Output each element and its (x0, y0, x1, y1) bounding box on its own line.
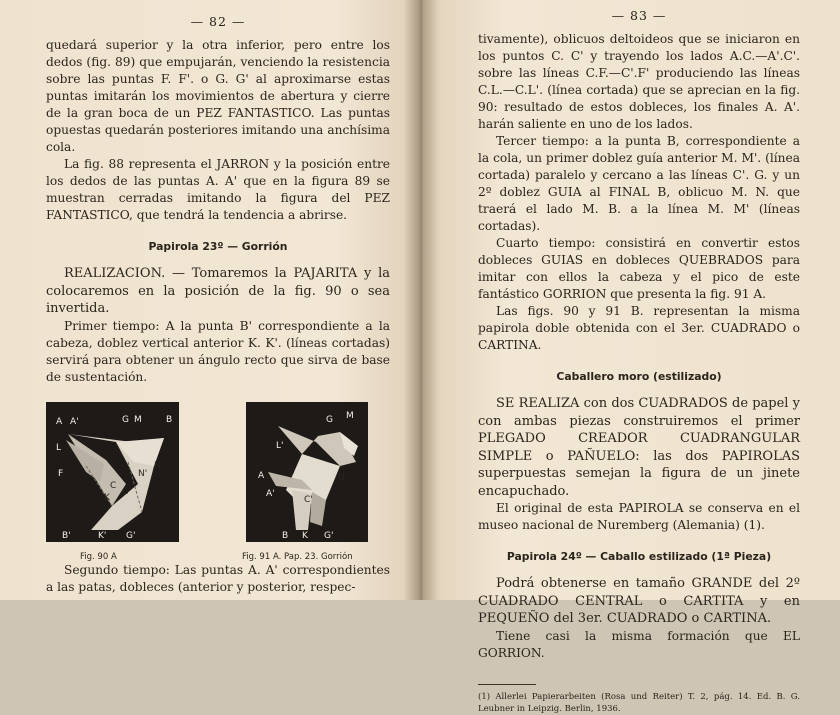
fig-label: B (282, 530, 289, 541)
section-heading-caballo: Papirola 24º — Caballo estilizado (1ª Pieza) (506, 550, 772, 563)
fig-label: M (346, 410, 354, 421)
fig-label: N' (138, 468, 148, 479)
fig-label: L (56, 442, 62, 453)
right-page (420, 0, 840, 714)
right-paragraph-5: SE REALIZA con dos CUADRADOS de papel y con ambas piezas construiremos el primer PLEGADO CREADOR CUADRANGULAR SIMPLE o PAÑUELO: las dos PAPIROLAS superpuestas semejan la figura de un jinete encapuchado. (478, 396, 800, 499)
right-paragraph-4: Las figs. 90 y 91 B. representan la misma papirola doble obtenida con el 3er. CUADRADO o CARTINA. (478, 304, 800, 352)
fig-label: G (326, 414, 333, 425)
fig-label: L' (276, 440, 284, 451)
fig-label: G' (126, 530, 136, 541)
fig-label: A' (266, 488, 275, 499)
left-paragraph-2: La fig. 88 representa el JARRON y la posición entre los dedos de las puntas A. A' que en la figura 89 se muestran cerradas imitando la figura del PEZ FANTASTICO, que tendrá la tendencia a abrirse. (46, 157, 390, 222)
figures-row (46, 402, 390, 562)
right-paragraph-2: Tercer tiempo: a la punta B, correspondiente a la cola, un primer doblez guía anterior M. M'. (línea cortada) paralelo y cercano a las líneas C'. G. y un 2º doblez GUIA al FINAL B, oblicuo M. N. que traerá el lado M. B. a la línea M. M' (líneas cortadas). (478, 134, 800, 233)
fig-label: K (302, 530, 308, 541)
page-number-left: — 82 — (190, 14, 246, 29)
fig-label: G' (324, 530, 334, 541)
origami-gorrion-photo (246, 402, 368, 542)
fig-label: B' (62, 530, 71, 541)
fig-label: C' (304, 494, 313, 505)
right-paragraph-6: El original de esta PAPIROLA se conserva en el museo nacional de Nuremberg (Alemania) (1). (478, 501, 800, 532)
section-heading-gorrion: Papirola 23º — Gorrión (148, 240, 288, 253)
right-paragraph-1: tivamente), oblicuos deltoideos que se iniciaron en los puntos C. C' y trayendo los lados A.C.—A'.C'. sobre las líneas C.F.—C'.F' produciendo las líneas C.L.—C.L'. (línea cortada) que se aprecian en la fig. 90: resultado de estos dobleces, los finales A. A'. harán saliente en uno de los lados. (478, 32, 800, 131)
footnote-divider (478, 684, 536, 685)
fig-label: K' (98, 530, 107, 541)
figure-91a-caption: Fig. 91 A. Pap. 23. Gorrión (242, 551, 353, 562)
origami-diagram-90a (46, 402, 179, 542)
fig-label: C' (122, 486, 131, 497)
fig-label: C (110, 480, 117, 491)
left-paragraph-5: Segundo tiempo: Las puntas A. A' correspondientes a las patas, dobleces (anterior y posterior, respec- (46, 562, 390, 594)
footnote: (1) Allerlei Papierarbeiten (Rosa und Reiter) T. 2, pág. 14. Ed. B. G. Leubner in Leipzig. Berlin, 1936. (478, 691, 800, 714)
fig-label: N (154, 460, 161, 471)
fig-label: N (338, 472, 345, 483)
fig-label: K (104, 492, 110, 503)
left-paragraph-3: REALIZACION. — Tomaremos la PAJARITA y la colocaremos en la posición de la fig. 90 o sea invertida. (46, 266, 390, 316)
section-heading-caballero: Caballero moro (estilizado) (556, 370, 722, 383)
fig-label: C (288, 466, 295, 477)
left-paragraph-4: Primer tiempo: A la punta B' correspondiente a la cabeza, doblez vertical anterior K. K'. (líneas cortadas) servirá para obtener un ángulo recto que sirva de base de sustentación. (46, 318, 390, 384)
fig-label: B (166, 414, 173, 425)
fig-label: A' (70, 416, 79, 427)
fig-label: F (58, 468, 64, 479)
left-page (0, 0, 420, 600)
page-number-right: — 83 — (611, 8, 667, 23)
right-paragraph-3: Cuarto tiempo: consistirá en convertir estos dobleces GUIAS en dobleces QUEBRADOS para imitar con ellos la cabeza y el pico de este fantástico GORRION que presenta la fig. 91 A. (478, 236, 800, 301)
fig-label: A (56, 416, 63, 427)
right-paragraph-7: Podrá obtenerse en tamaño GRANDE del 2º CUADRADO CENTRAL o CARTITA y en PEQUEÑO del 3er. CUADRADO o CARTINA. (478, 576, 800, 626)
fig-label: G (122, 414, 129, 425)
figure-90a-caption: Fig. 90 A (80, 551, 117, 562)
figure-91a-photo (246, 402, 368, 542)
figure-90a-photo (46, 402, 179, 542)
left-paragraph-1: quedará superior y la otra inferior, pero entre los dedos (fig. 89) que empujarán, venciendo la resistencia sobre las puntas F. F'. o G. G' al aproximarse estas puntas imitarán los movimientos de abertura y cierre de la gran boca de un PEZ FANTASTICO. Las puntas opuestas quedarán posteriores imitando una anchísima cola. (46, 38, 390, 154)
fig-label: M (134, 414, 142, 425)
right-paragraph-8: Tiene casi la misma formación que EL GORRION. (478, 628, 800, 660)
fig-label: A (258, 470, 265, 481)
